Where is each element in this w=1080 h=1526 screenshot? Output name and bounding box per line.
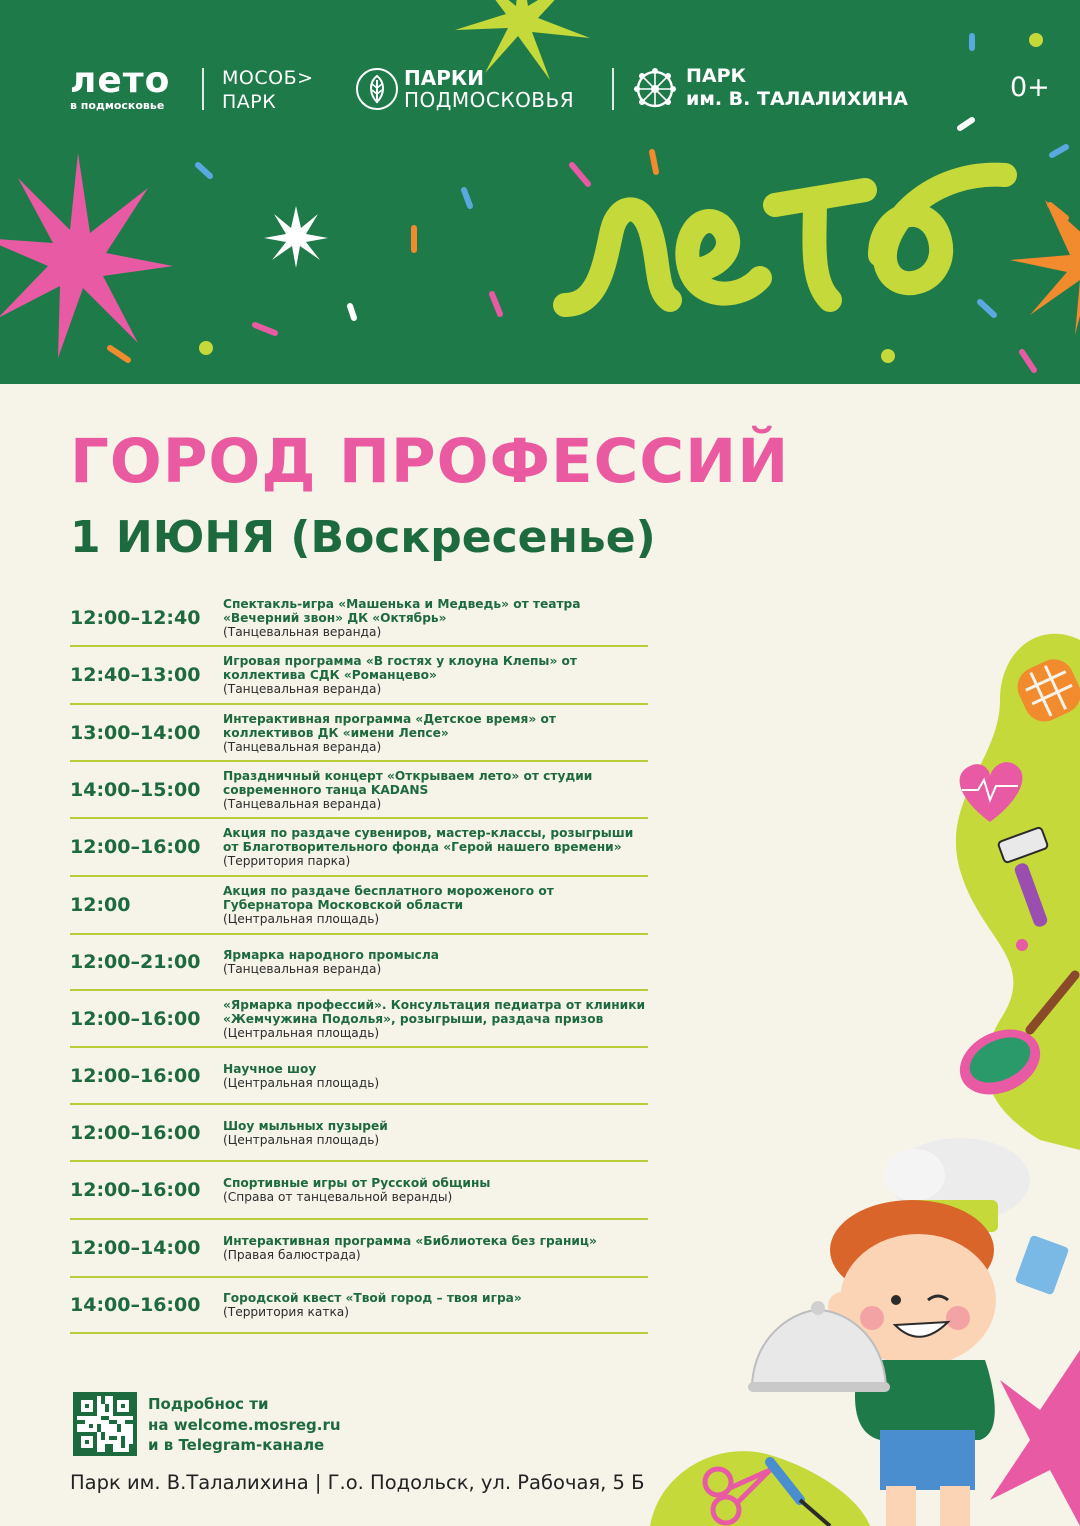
schedule-time: 14:00–15:00 bbox=[70, 778, 201, 801]
schedule-event: Спектакль-игра «Машенька и Медведь» от театра «Вечерний звон» ДК «Октябрь» bbox=[223, 596, 581, 625]
schedule-time: 12:00–16:00 bbox=[70, 1007, 201, 1030]
schedule-time: 12:00–14:00 bbox=[70, 1237, 201, 1259]
more-info-link[interactable]: на welcome.mosreg.ru bbox=[148, 1415, 341, 1434]
parki-line1: ПАРКИ bbox=[404, 66, 484, 90]
schedule-place: (Территория катка) bbox=[223, 1305, 350, 1319]
schedule-event: Спортивные игры от Русской общины bbox=[223, 1176, 491, 1190]
schedule-place: (Территория парка) bbox=[223, 854, 351, 868]
hammer-icon bbox=[998, 827, 1049, 929]
park-line2: им. В. ТАЛАЛИХИНА bbox=[686, 88, 908, 110]
schedule-place: (Танцевальная веранда) bbox=[223, 682, 382, 696]
ferris-wheel-icon bbox=[632, 66, 678, 112]
heart-icon bbox=[960, 762, 1023, 822]
schedule-description bbox=[223, 1291, 648, 1319]
schedule-time: 12:00–16:00 bbox=[70, 1179, 201, 1201]
schedule-place: (Танцевальная веранда) bbox=[223, 962, 382, 976]
schedule-place: (Правая балюстрада) bbox=[223, 1248, 361, 1262]
schedule-row bbox=[70, 991, 648, 1048]
schedule-place: (Танцевальная веранда) bbox=[223, 796, 382, 811]
schedule-event: Игровая программа «В гостях у клоуна Клепы» от коллектива СДК «Романцево» bbox=[223, 654, 577, 682]
leto-logo-text: лето bbox=[70, 60, 171, 101]
schedule-description bbox=[223, 826, 648, 868]
schedule-row bbox=[70, 1220, 648, 1278]
divider bbox=[202, 68, 204, 110]
schedule-place: (Танцевальная веранда) bbox=[223, 739, 382, 754]
leto-logo-subtitle: в подмосковье bbox=[70, 99, 165, 112]
schedule-time: 12:40–13:00 bbox=[70, 664, 201, 686]
schedule-description bbox=[223, 948, 648, 976]
schedule-time: 12:00–16:00 bbox=[70, 1121, 201, 1144]
schedule-description bbox=[223, 884, 648, 926]
schedule-event: Интерактивная программа «Библиотека без границ» bbox=[223, 1234, 597, 1248]
schedule-event: Акция по раздаче бесплатного мороженого от Губернатора Московской области bbox=[223, 884, 554, 912]
schedule-event: Интерактивная программа «Детское время» от коллективов ДК «имени Лепсе» bbox=[223, 711, 556, 740]
schedule-event: Ярмарка народного промысла bbox=[223, 948, 439, 962]
header-banner bbox=[0, 0, 1080, 384]
park-talalikhina-logo bbox=[632, 64, 922, 116]
schedule-row bbox=[70, 647, 648, 705]
event-title: ГОРОД ПРОФЕССИЙ bbox=[70, 426, 790, 497]
schedule-description bbox=[223, 769, 648, 811]
confetti-decoration bbox=[0, 0, 1080, 384]
schedule-event: Праздничный концерт «Открываем лето» от студии современного танца KADANS bbox=[223, 768, 593, 797]
schedule-row bbox=[70, 705, 648, 762]
more-info-line1: Подробнос ти bbox=[148, 1395, 269, 1413]
schedule-description bbox=[223, 654, 648, 696]
mosoblpark-line2: ПАРК bbox=[222, 91, 277, 113]
schedule-description bbox=[223, 712, 648, 754]
mosoblpark-logo bbox=[222, 66, 314, 114]
leto-logo bbox=[70, 62, 170, 112]
schedule-row bbox=[70, 1048, 648, 1105]
schedule-description bbox=[223, 998, 648, 1040]
schedule-time: 13:00–14:00 bbox=[70, 721, 201, 744]
scissors-icon bbox=[705, 1469, 770, 1523]
schedule-place: (Танцевальная веранда) bbox=[223, 624, 382, 639]
schedule-time: 12:00–16:00 bbox=[70, 836, 201, 858]
schedule-event: Шоу мыльных пузырей bbox=[223, 1118, 388, 1133]
schedule-place: (Центральная площадь) bbox=[223, 1132, 380, 1147]
age-rating: 0+ bbox=[1010, 72, 1050, 103]
schedule-row bbox=[70, 1162, 648, 1220]
parki-podmoskovya-logo bbox=[356, 66, 596, 116]
park-line1: ПАРК bbox=[686, 65, 747, 87]
schedule-event: «Ярмарка профессий». Консультация педиатра от клиники «Жемчужина Подолья», розыгрыши, раздача призов bbox=[223, 997, 646, 1026]
schedule-row bbox=[70, 1105, 648, 1162]
event-date: 1 ИЮНЯ (Воскресенье) bbox=[70, 512, 656, 563]
schedule-time: 12:00–21:00 bbox=[70, 951, 201, 973]
more-info-telegram[interactable]: и в Telegram-канале bbox=[148, 1436, 325, 1454]
schedule-description bbox=[223, 1119, 648, 1147]
schedule-time: 14:00–16:00 bbox=[70, 1294, 201, 1316]
schedule-row bbox=[70, 877, 648, 935]
schedule-place: (Центральная площадь) bbox=[223, 1025, 380, 1040]
schedule-event: Акция по раздаче сувениров, мастер-классы, розыгрыши от Благотворительного фонда «Герой нашего времени» bbox=[223, 826, 634, 854]
schedule-description bbox=[223, 1062, 648, 1090]
schedule-description bbox=[223, 597, 648, 639]
schedule-row bbox=[70, 1278, 648, 1334]
schedule-row bbox=[70, 819, 648, 877]
schedule-time: 12:00–16:00 bbox=[70, 1064, 201, 1087]
schedule-description bbox=[223, 1234, 648, 1262]
schedule-place: (Центральная площадь) bbox=[223, 1075, 380, 1090]
schedule-description bbox=[223, 1176, 648, 1204]
tree-leaf-icon bbox=[356, 68, 398, 110]
schedule-time: 12:00 bbox=[70, 894, 131, 916]
mosoblpark-line1: МОСОБ> bbox=[222, 67, 314, 89]
more-info bbox=[148, 1394, 341, 1456]
schedule-place: (Центральная площадь) bbox=[223, 912, 380, 926]
divider bbox=[612, 68, 614, 110]
schedule-place: (Справа от танцевальной веранды) bbox=[223, 1190, 453, 1204]
park-address: Парк им. В.Талалихина | Г.о. Подольск, ул. Рабочая, 5 Б bbox=[70, 1471, 645, 1494]
parki-line2: ПОДМОСКОВЬЯ bbox=[404, 88, 575, 112]
schedule-row bbox=[70, 590, 648, 647]
schedule-time: 12:00–12:40 bbox=[70, 606, 201, 629]
schedule-event: Городской квест «Твой город – твоя игра» bbox=[223, 1291, 522, 1305]
schedule-row bbox=[70, 762, 648, 819]
pan-icon bbox=[949, 975, 1075, 1107]
qr-code-icon[interactable] bbox=[73, 1392, 137, 1456]
schedule-event: Научное шоу bbox=[223, 1061, 317, 1076]
schedule-list bbox=[70, 590, 650, 1334]
schedule-row bbox=[70, 935, 648, 991]
